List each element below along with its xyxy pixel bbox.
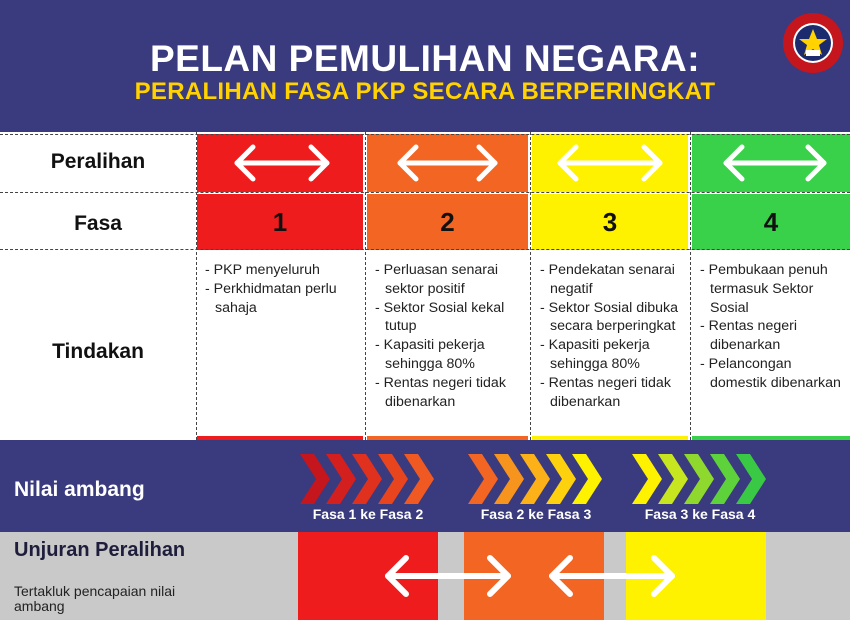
tindakan-cell bbox=[367, 250, 528, 436]
unjuran-title: Unjuran Peralihan bbox=[14, 539, 186, 561]
action-item: - Pelancongan domestik dibenarkan bbox=[700, 355, 841, 391]
divider bbox=[690, 132, 691, 440]
tindakan-cell bbox=[532, 250, 688, 436]
divider bbox=[196, 132, 197, 440]
action-item: - Sektor Sosial dibuka secara berperingkat bbox=[540, 299, 679, 335]
tindakan-cell bbox=[197, 250, 363, 436]
phase-number: 3 bbox=[532, 194, 688, 250]
row-label-tindakan: Tindakan bbox=[52, 340, 144, 363]
phase-number: 2 bbox=[367, 194, 528, 250]
chevrons-icon bbox=[300, 454, 436, 504]
transition-label: Fasa 3 ke Fasa 4 bbox=[644, 506, 756, 522]
double-arrow-icon bbox=[532, 134, 688, 192]
action-item: - PKP menyeluruh bbox=[205, 262, 320, 278]
page-subtitle: PERALIHAN FASA PKP SECARA BERPERINGKAT bbox=[134, 78, 716, 105]
action-item: - Pendekatan senarai negatif bbox=[540, 262, 675, 297]
action-item: - Sektor Sosial kekal tutup bbox=[375, 299, 505, 335]
peralihan-cell bbox=[367, 134, 528, 192]
double-arrow-icon bbox=[692, 134, 850, 192]
unjuran-subtitle: Tertakluk pencapaian nilai ambang bbox=[14, 583, 176, 614]
action-item: - Kapasiti pekerja sehingga 80% bbox=[375, 337, 485, 372]
action-item: - Perkhidmatan perlu sahaja bbox=[205, 280, 337, 316]
divider bbox=[0, 192, 850, 193]
divider bbox=[0, 134, 850, 135]
nsc-logo-icon bbox=[782, 12, 844, 74]
transition-label: Fasa 2 ke Fasa 3 bbox=[480, 506, 592, 522]
divider bbox=[530, 132, 531, 440]
action-item: - Perluasan senarai sektor positif bbox=[375, 262, 499, 297]
phase-column-2 bbox=[367, 132, 528, 440]
peralihan-cell bbox=[197, 134, 363, 192]
double-arrow-icon bbox=[380, 550, 516, 602]
page-title: PELAN PEMULIHAN NEGARA: bbox=[149, 38, 701, 79]
chevrons-icon bbox=[468, 454, 604, 504]
row-label-fasa: Fasa bbox=[74, 212, 122, 235]
divider bbox=[365, 132, 366, 440]
double-arrow-icon bbox=[367, 134, 528, 192]
tindakan-cell bbox=[692, 250, 850, 436]
phase-column-4 bbox=[692, 132, 850, 440]
phase-number: 1 bbox=[197, 194, 363, 250]
double-arrow-icon bbox=[197, 134, 363, 192]
transition-label: Fasa 1 ke Fasa 2 bbox=[312, 506, 424, 522]
row-label-peralihan: Peralihan bbox=[50, 150, 146, 173]
action-item: - Rentas negeri tidak dibenarkan bbox=[540, 374, 671, 410]
phase-column-1 bbox=[197, 132, 363, 440]
peralihan-cell bbox=[692, 134, 850, 192]
phase-table bbox=[0, 132, 850, 440]
divider bbox=[0, 249, 850, 250]
header bbox=[0, 0, 850, 132]
action-item: - Rentas negeri tidak dibenarkan bbox=[375, 374, 506, 410]
chevrons-icon bbox=[632, 454, 768, 504]
unjuran-peralihan-section bbox=[0, 532, 850, 620]
action-item: - Pembukaan penuh termasuk Sektor Sosial bbox=[700, 262, 828, 316]
phase-number: 4 bbox=[692, 194, 850, 250]
double-arrow-icon bbox=[544, 550, 680, 602]
peralihan-cell bbox=[532, 134, 688, 192]
nilai-ambang-section bbox=[0, 440, 850, 532]
action-item: - Kapasiti pekerja sehingga 80% bbox=[540, 337, 650, 372]
action-item: - Rentas negeri dibenarkan bbox=[700, 318, 797, 354]
nilai-ambang-label: Nilai ambang bbox=[14, 478, 145, 501]
phase-column-3 bbox=[532, 132, 688, 440]
